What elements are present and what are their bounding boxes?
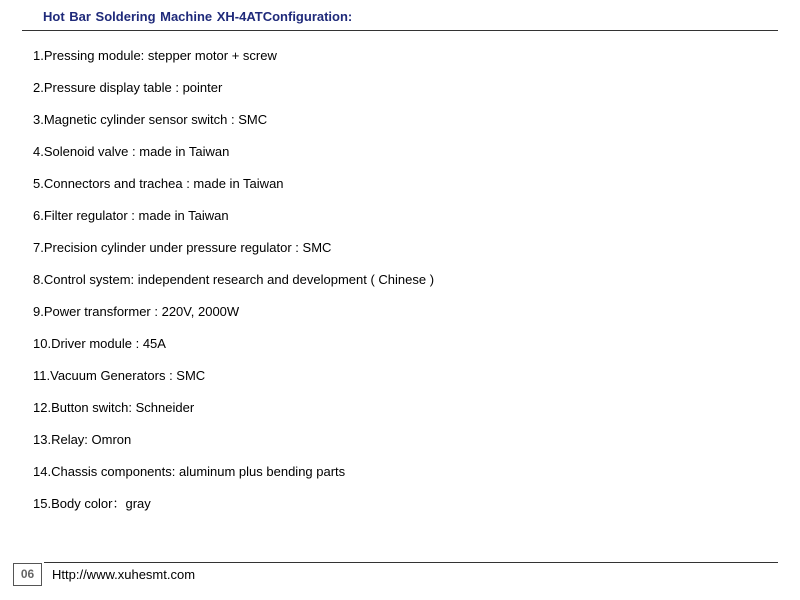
spec-item-pressing-module: 1.Pressing module: stepper motor + screw [33,48,277,63]
spec-item-pressure-display: 2.Pressure display table : pointer [33,80,223,95]
configuration-list [33,48,434,528]
page-title: Hot Bar Soldering Machine XH-4ATConfiguration: [43,9,353,24]
footer-divider [44,562,778,563]
header-divider [22,30,778,31]
spec-item-chassis: 14.Chassis components: aluminum plus bending parts [33,464,346,479]
spec-item-power-transformer: 9.Power transformer : 220V, 2000W [33,304,240,319]
spec-item-button-switch: 12.Button switch: Schneider [33,400,195,415]
spec-item-relay: 13.Relay: Omron [33,432,132,447]
spec-item-body-color: 15.Body color：gray [33,496,151,511]
website-link[interactable]: Http://www.xuhesmt.com [52,567,196,582]
page-number-badge: 06 [13,563,42,586]
spec-item-driver-module: 10.Driver module : 45A [33,336,166,351]
spec-item-cylinder-sensor: 3.Magnetic cylinder sensor switch : SMC [33,112,268,127]
spec-item-connectors: 5.Connectors and trachea : made in Taiwan [33,176,284,191]
spec-item-vacuum-generators: 11.Vacuum Generators : SMC [33,368,206,383]
spec-item-control-system: 8.Control system: independent research and development ( Chinese ) [33,272,435,287]
spec-item-precision-cylinder: 7.Precision cylinder under pressure regulator : SMC [33,240,332,255]
spec-item-solenoid-valve: 4.Solenoid valve : made in Taiwan [33,144,230,159]
spec-item-filter-regulator: 6.Filter regulator : made in Taiwan [33,208,229,223]
